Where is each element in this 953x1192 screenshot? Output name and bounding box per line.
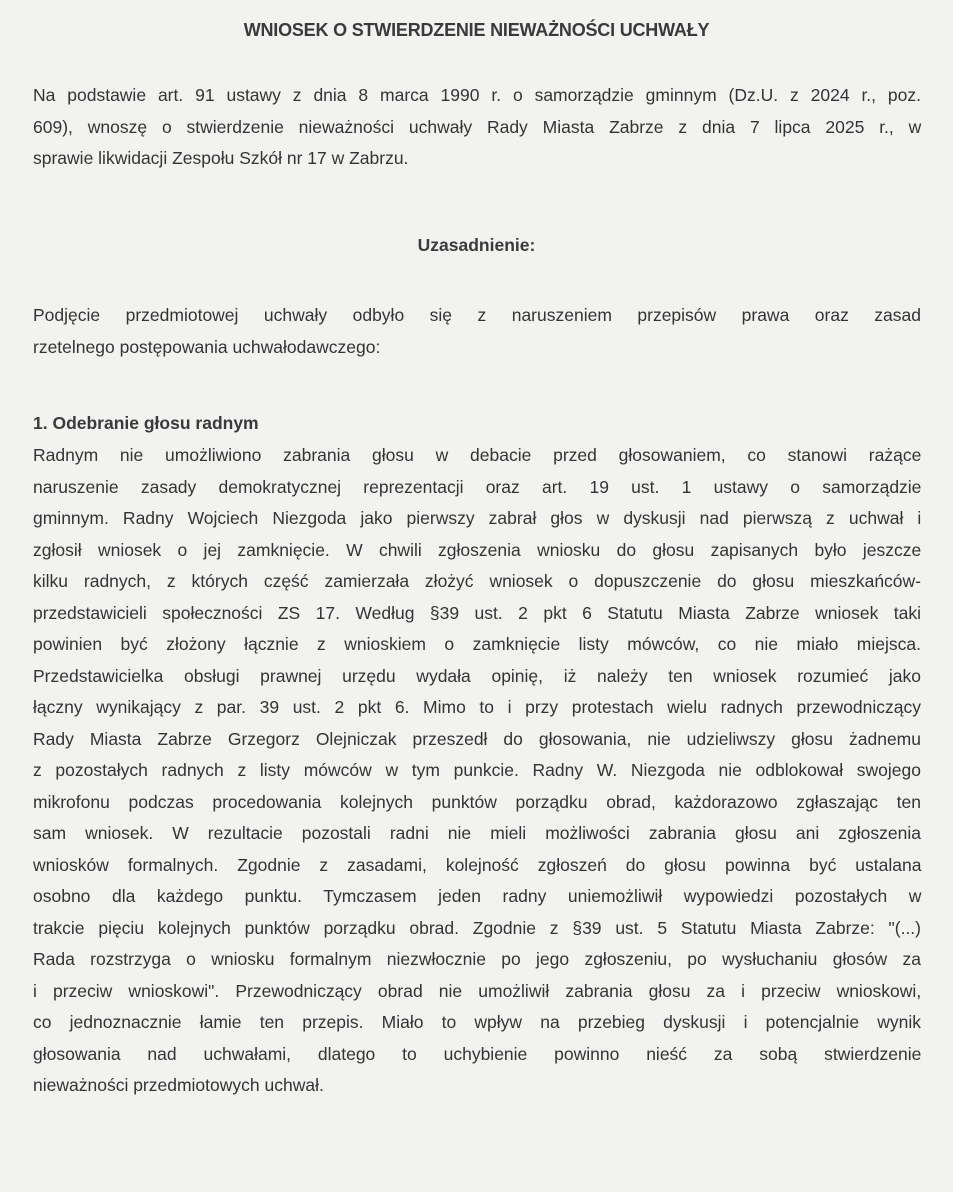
section-line: przedstawicieli społeczności ZS 17. Według §39 ust. 2 pkt 6 Statutu Miasta Zabrze wniosek taki — [33, 602, 921, 623]
section-line: i przeciw wnioskowi". Przewodniczący obrad nie umożliwił zabrania głosu za i przeciw wnioskowi, — [33, 980, 922, 1001]
section-line: osobno dla każdego punktu. Tymczasem jeden radny uniemożliwił wypowiedzi pozostałych w — [33, 886, 922, 906]
document-title: WNIOSEK O STWIERDZENIE NIEWAŻNOŚCI UCHWAŁY — [243, 20, 710, 40]
justification-intro-line: Podjęcie przedmiotowej uchwały odbyło się z naruszeniem przepisów prawa oraz zasad — [33, 305, 921, 325]
section-line: naruszenie zasady demokratycznej reprezentacji oraz art. 19 ust. 1 ustawy o samorządzie — [33, 476, 922, 497]
section-line: Radnym nie umożliwiono zabrania głosu w debacie przed głosowaniem, co stanowi rażące — [33, 445, 922, 465]
intro-line: sprawie likwidacji Zespołu Szkół nr 17 w Zabrzu. — [33, 148, 409, 168]
section-line: Rada rozstrzyga o wniosku formalnym niezwłocznie po jego zgłoszeniu, po wysłuchaniu głosów za — [33, 949, 921, 969]
intro-line: Na podstawie art. 91 ustawy z dnia 8 marca 1990 r. o samorządzie gminnym (Dz.U. z 2024 r., poz. — [33, 85, 921, 105]
section-line: gminnym. Radny Wojciech Niezgoda jako pierwszy zabrał głos w dyskusji nad pierwszą z uchwał i — [33, 508, 922, 528]
section-line: łączny wynikający z par. 39 ust. 2 pkt 6. Mimo to i przy protestach wielu radnych przewodniczący — [33, 697, 921, 717]
section-1-heading: 1. Odebranie głosu radnym — [33, 413, 259, 433]
section-line: co jednoznacznie łamie ten przepis. Miało to wpływ na przebieg dyskusji i potencjalnie wynik — [33, 1012, 921, 1032]
intro-paragraph — [33, 80, 921, 175]
section-line: kilku radnych, z których część zamierzała złożyć wniosek o dopuszczenie do głosu mieszkańców- — [33, 571, 921, 591]
section-line: mikrofonu podczas procedowania kolejnych punktów porządku obrad, każdorazowo zgłaszając ten — [33, 791, 921, 812]
intro-line: 609), wnoszę o stwierdzenie nieważności uchwały Rady Miasta Zabrze z dnia 7 lipca 2025 r., w — [33, 116, 922, 137]
section-line: trakcie pięciu kolejnych punktów porządku obrad. Zgodnie z §39 ust. 5 Statutu Miasta Zabrze: "(...) — [33, 917, 921, 938]
section-line: Rady Miasta Zabrze Grzegorz Olejniczak przeszedł do głosowania, nie udzieliwszy głosu żadnemu — [33, 728, 921, 749]
section-1-paragraph — [33, 440, 921, 1102]
section-line: zgłosił wniosek o jej zamknięcie. W chwili zgłoszenia wniosku do głosu zapisanych było jeszcze — [33, 539, 922, 560]
section-line: głosowania nad uchwałami, dlatego to uchybienie powinno nieść za sobą stwierdzenie — [33, 1043, 922, 1064]
justification-heading: Uzasadnienie: — [417, 235, 536, 255]
section-line: powinien być złożony łącznie z wnioskiem o zamknięcie listy mówców, co nie miało miejsca. — [33, 634, 921, 654]
section-line: z pozostałych radnych z listy mówców w tym punkcie. Radny W. Niezgoda nie odblokował swojego — [33, 760, 921, 780]
section-line: nieważności przedmiotowych uchwał. — [33, 1075, 324, 1095]
section-line: wniosków formalnych. Zgodnie z zasadami, kolejność zgłoszeń do głosu powinna być ustalana — [33, 854, 922, 875]
justification-intro-line: rzetelnego postępowania uchwałodawczego: — [33, 336, 381, 357]
section-line: Przedstawicielka obsługi prawnej urzędu wydała opinię, iż należy ten wniosek rozumieć jako — [33, 665, 921, 686]
section-line: sam wniosek. W rezultacie pozostali radni nie mieli możliwości zabrania głosu ani zgłoszenia — [33, 823, 921, 843]
justification-intro-paragraph — [33, 300, 921, 363]
